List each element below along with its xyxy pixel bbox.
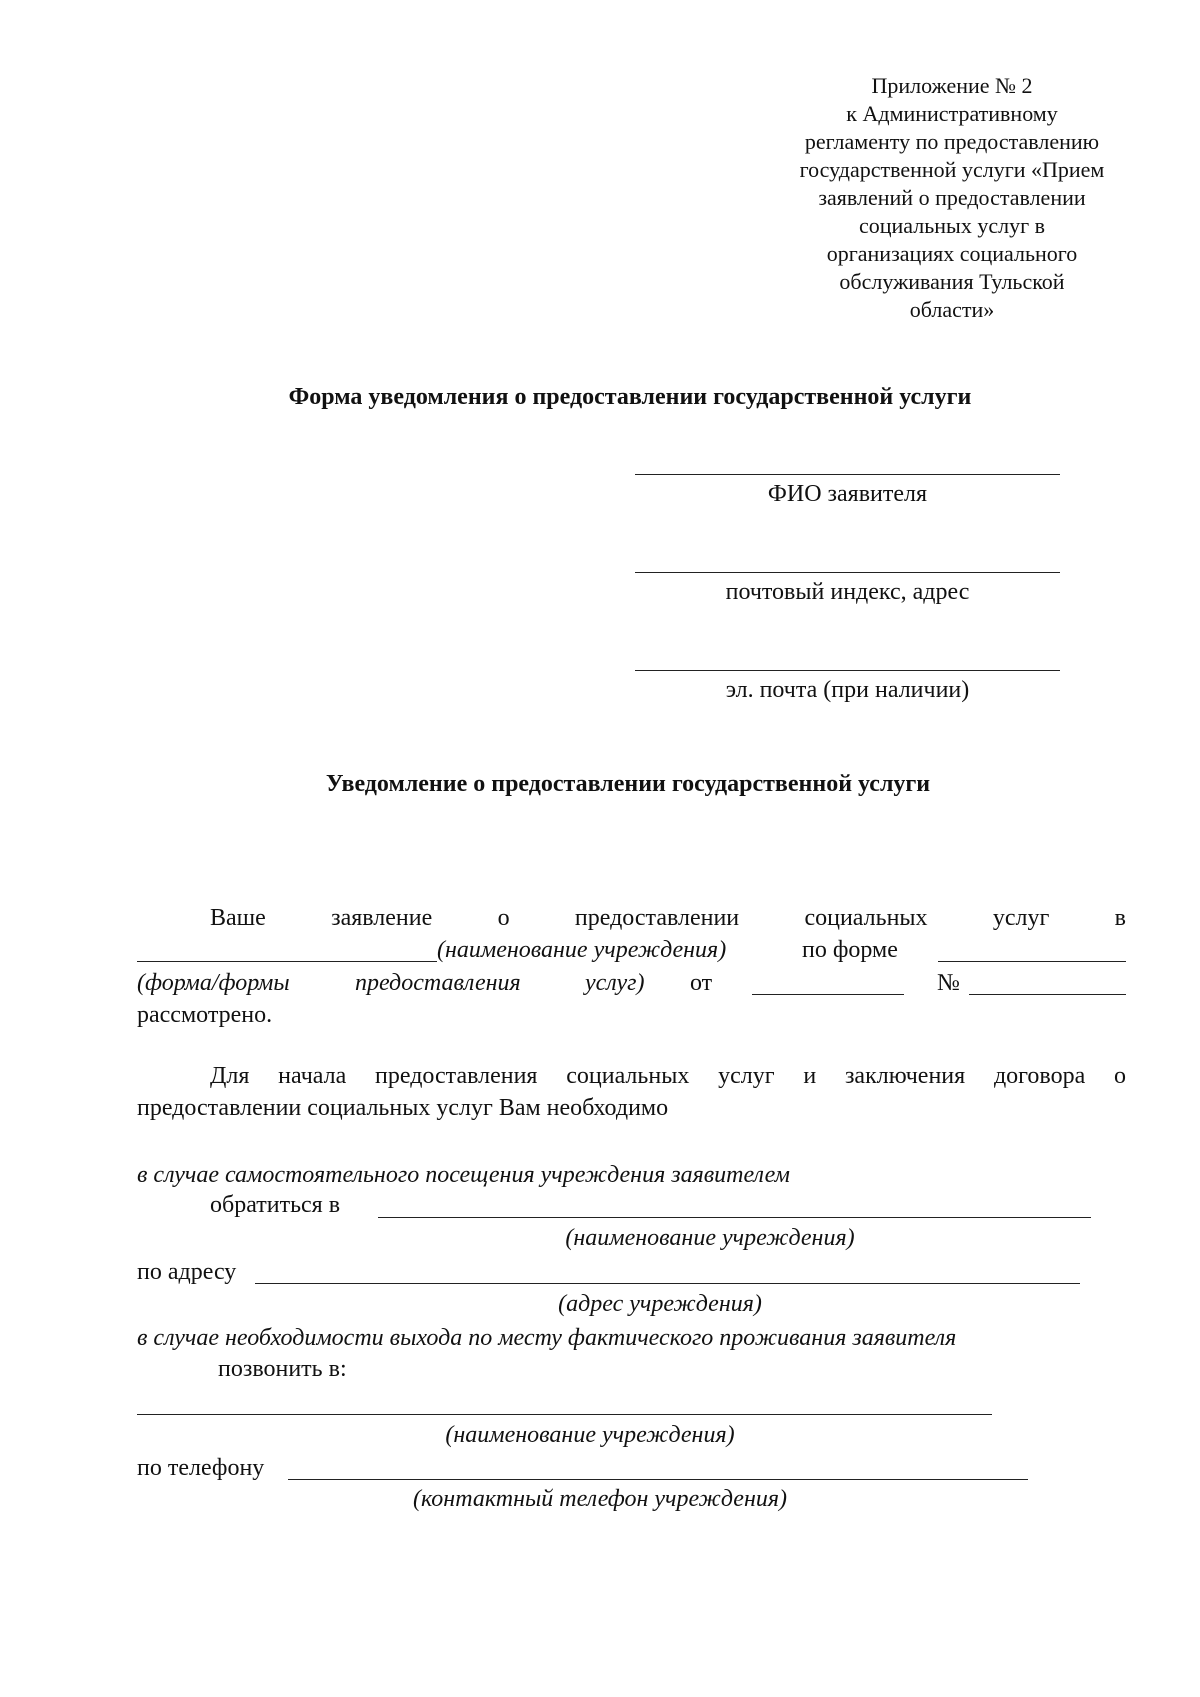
form-title: Форма уведомления о предоставлении государственной услуги bbox=[288, 384, 972, 410]
self-visit-institution-blank[interactable] bbox=[378, 1217, 1091, 1218]
fio-field-line[interactable] bbox=[635, 474, 1060, 475]
phone-caption: (контактный телефон учреждения) bbox=[413, 1486, 787, 1512]
from-label: от bbox=[690, 970, 713, 996]
word: предоставлении bbox=[574, 905, 740, 931]
appendix-line: Приложение № 2 bbox=[871, 73, 1033, 98]
institution-address-blank[interactable] bbox=[255, 1283, 1080, 1284]
appendix-line: заявлений о предоставлении bbox=[818, 185, 1086, 210]
home-visit-condition: в случае необходимости выхода по месту фактического проживания заявителя bbox=[137, 1325, 957, 1351]
notice-title: Уведомление о предоставлении государственной услуги bbox=[325, 771, 931, 797]
email-field-line[interactable] bbox=[635, 670, 1060, 671]
phone-blank[interactable] bbox=[288, 1479, 1028, 1480]
address-field-line[interactable] bbox=[635, 572, 1060, 573]
form-hint: (форма/формы bbox=[137, 970, 290, 996]
email-caption: эл. почта (при наличии) bbox=[725, 677, 970, 703]
appendix-line: организациях социального bbox=[826, 241, 1078, 266]
appendix-note bbox=[752, 72, 1152, 324]
appendix-line: государственной услуги «Прием bbox=[799, 157, 1105, 182]
provision-hint: предоставления bbox=[355, 970, 521, 996]
word: Ваше bbox=[210, 905, 266, 931]
number-sign: № bbox=[937, 970, 960, 996]
word: социальных bbox=[804, 905, 928, 931]
address-label: по адресу bbox=[137, 1259, 237, 1285]
by-form-label: по форме bbox=[802, 937, 898, 963]
appendix-line: области» bbox=[909, 297, 995, 322]
home-visit-institution-blank[interactable] bbox=[137, 1414, 992, 1415]
word: в bbox=[1114, 905, 1126, 931]
appendix-line: к Административному bbox=[846, 101, 1058, 126]
address-caption: (адрес учреждения) bbox=[558, 1291, 762, 1317]
date-blank[interactable] bbox=[752, 994, 904, 995]
considered-text: рассмотрено. bbox=[137, 1002, 273, 1028]
address-caption: почтовый индекс, адрес bbox=[725, 579, 970, 605]
word: заявление bbox=[331, 905, 433, 931]
fio-caption: ФИО заявителя bbox=[767, 481, 928, 507]
home-visit-action: позвонить в: bbox=[218, 1356, 347, 1382]
form-blank[interactable] bbox=[938, 961, 1126, 962]
self-visit-institution-caption: (наименование учреждения) bbox=[565, 1225, 855, 1251]
services-hint: услуг) bbox=[585, 970, 645, 996]
paragraph2-line2: предоставлении социальных услуг Вам необходимо bbox=[137, 1095, 669, 1121]
home-visit-institution-caption: (наименование учреждения) bbox=[445, 1422, 735, 1448]
number-blank[interactable] bbox=[969, 994, 1126, 995]
appendix-line: обслуживания Тульской bbox=[839, 269, 1065, 294]
appendix-line: регламенту по предоставлению bbox=[804, 129, 1100, 154]
appendix-line: социальных услуг в bbox=[859, 213, 1045, 238]
institution-hint: (наименование учреждения) bbox=[437, 937, 727, 963]
word: услуг bbox=[992, 905, 1050, 931]
institution-blank[interactable] bbox=[137, 961, 437, 962]
paragraph2-line1: Для начала предоставления социальных услуг и заключения договора о bbox=[210, 1063, 1126, 1089]
self-visit-condition: в случае самостоятельного посещения учреждения заявителем bbox=[137, 1162, 790, 1188]
word: о bbox=[497, 905, 510, 931]
self-visit-action: обратиться в bbox=[210, 1192, 341, 1218]
phone-label: по телефону bbox=[137, 1455, 265, 1481]
paragraph1-line1 bbox=[210, 905, 1126, 932]
